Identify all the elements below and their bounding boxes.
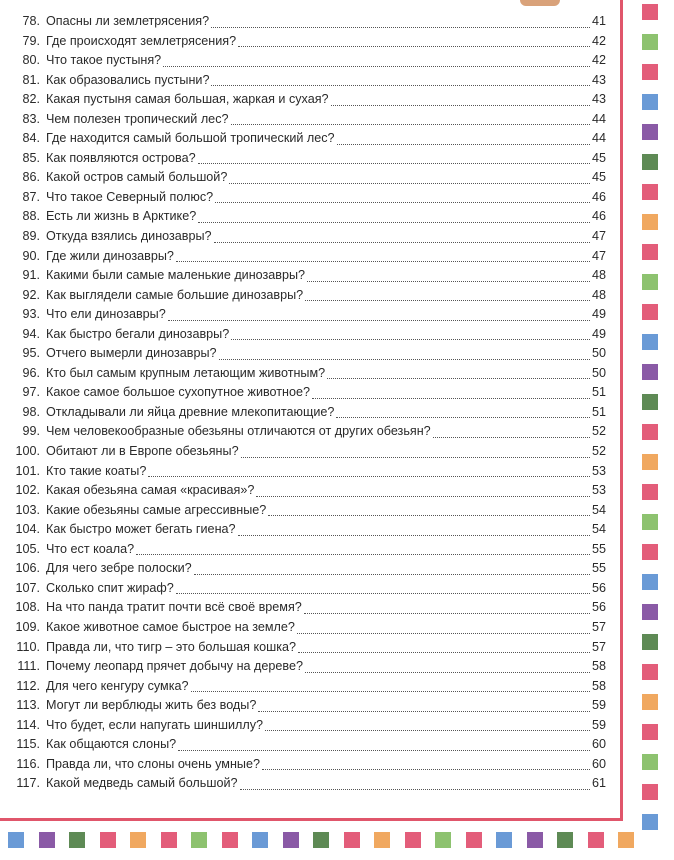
toc-page-number: 49 xyxy=(591,307,606,322)
decor-square xyxy=(642,184,658,200)
toc-number: 103. xyxy=(15,502,40,517)
decor-square xyxy=(642,394,658,410)
decor-square xyxy=(642,514,658,530)
decor-square xyxy=(642,154,658,170)
toc-title: Кто такие коаты? xyxy=(46,463,147,478)
toc-title: На что панда тратит почти всё своё время? xyxy=(46,600,302,615)
decor-square xyxy=(642,754,658,770)
toc-title: Какими были самые маленькие динозавры? xyxy=(46,268,306,283)
decor-square xyxy=(283,832,299,848)
toc-title: Чем человекообразные обезьяны отличаются от других обезьян? xyxy=(46,424,431,439)
toc-title: Правда ли, что слоны очень умные? xyxy=(46,756,260,771)
toc-number: 94. xyxy=(22,326,40,341)
toc-page-number: 42 xyxy=(591,53,606,68)
toc-row xyxy=(10,266,606,286)
toc-number: 106. xyxy=(15,561,40,576)
toc-number: 111. xyxy=(17,659,40,674)
toc-title: Какой медведь самый большой? xyxy=(46,776,238,791)
toc-page-number: 41 xyxy=(591,14,606,28)
decor-square xyxy=(435,832,451,848)
decor-square xyxy=(100,832,116,848)
toc-row xyxy=(10,383,606,403)
toc-title: Откладывали ли яйца древние млекопитающие? xyxy=(46,404,335,419)
toc-number: 100. xyxy=(15,444,40,459)
toc-title: Как выглядели самые большие динозавры? xyxy=(46,287,304,302)
toc-row xyxy=(10,520,606,540)
toc-page-number: 50 xyxy=(591,365,606,380)
toc-page-number: 46 xyxy=(591,209,606,224)
toc-page-number: 48 xyxy=(591,268,606,283)
decor-square xyxy=(39,832,55,848)
toc-leader-dots xyxy=(241,457,590,458)
toc-row xyxy=(10,227,606,247)
toc-row xyxy=(10,755,606,775)
decor-square xyxy=(527,832,543,848)
toc-leader-dots xyxy=(214,242,590,243)
toc-page-number: 52 xyxy=(591,444,606,459)
toc-title: Отчего вымерли динозавры? xyxy=(46,346,217,361)
toc-page-number: 43 xyxy=(591,72,606,87)
toc-page-number: 43 xyxy=(591,92,606,107)
toc-leader-dots xyxy=(268,515,590,516)
toc-title: Откуда взялись динозавры? xyxy=(46,229,212,244)
toc-page-number: 59 xyxy=(591,698,606,713)
toc-leader-dots xyxy=(176,261,590,262)
toc-leader-dots xyxy=(336,417,590,418)
toc-row xyxy=(10,501,606,521)
toc-title: Как образовались пустыни? xyxy=(46,72,210,87)
decor-square xyxy=(642,4,658,20)
decor-square xyxy=(642,724,658,740)
toc-title: Как общаются слоны? xyxy=(46,737,177,752)
toc-number: 109. xyxy=(15,619,40,634)
toc-title: Какие обезьяны самые агрессивные? xyxy=(46,502,267,517)
toc-page-number: 53 xyxy=(591,483,606,498)
toc-page-number: 44 xyxy=(591,111,606,126)
decor-square xyxy=(642,304,658,320)
toc-page-number: 47 xyxy=(591,248,606,263)
toc-leader-dots xyxy=(337,144,590,145)
toc-leader-dots xyxy=(219,359,590,360)
toc-number: 89. xyxy=(22,229,40,244)
decor-square xyxy=(496,832,512,848)
toc-page-number: 53 xyxy=(591,463,606,478)
toc-row xyxy=(10,462,606,482)
toc-number: 108. xyxy=(15,600,40,615)
toc-number: 91. xyxy=(22,268,40,283)
toc-leader-dots xyxy=(298,652,590,653)
toc-leader-dots xyxy=(231,124,590,125)
toc-leader-dots xyxy=(265,730,590,731)
toc-title: Какое животное самое быстрое на земле? xyxy=(46,619,295,634)
toc-number: 113. xyxy=(16,698,40,713)
toc-row xyxy=(10,540,606,560)
toc-leader-dots xyxy=(229,183,590,184)
toc-number: 112. xyxy=(16,678,40,693)
toc-leader-dots xyxy=(305,672,590,673)
decor-square xyxy=(466,832,482,848)
decor-square xyxy=(642,214,658,230)
toc-number: 79. xyxy=(22,33,40,48)
toc-page-number: 51 xyxy=(591,404,606,419)
decorative-squares-row xyxy=(0,832,674,852)
toc-number: 115. xyxy=(16,737,40,752)
decor-square xyxy=(642,124,658,140)
decor-square xyxy=(588,832,604,848)
toc-title: Сколько спит жираф? xyxy=(46,580,174,595)
toc-title: Обитают ли в Европе обезьяны? xyxy=(46,444,239,459)
toc-page-number: 61 xyxy=(591,776,606,791)
toc-leader-dots xyxy=(148,476,590,477)
decor-square xyxy=(69,832,85,848)
toc-number: 98. xyxy=(22,404,40,419)
toc-page-number: 52 xyxy=(591,424,606,439)
toc-number: 88. xyxy=(22,209,40,224)
toc-leader-dots xyxy=(198,222,590,223)
toc-leader-dots xyxy=(256,496,590,497)
toc-row xyxy=(10,188,606,208)
toc-leader-dots xyxy=(331,105,590,106)
toc-page-number: 44 xyxy=(591,131,606,146)
toc-title: Какая обезьяна самая «красивая»? xyxy=(46,483,255,498)
decor-square xyxy=(642,244,658,260)
decor-square xyxy=(130,832,146,848)
toc-leader-dots xyxy=(312,398,590,399)
toc-title: Что будет, если напугать шиншиллу? xyxy=(46,717,264,732)
toc-row xyxy=(10,696,606,716)
toc-row xyxy=(10,364,606,384)
toc-title: Что такое пустыня? xyxy=(46,53,162,68)
decor-square xyxy=(642,784,658,800)
toc-page-number: 57 xyxy=(591,639,606,654)
decor-square xyxy=(313,832,329,848)
toc-number: 99. xyxy=(22,424,40,439)
toc-leader-dots xyxy=(327,378,590,379)
toc-number: 90. xyxy=(22,248,40,263)
toc-number: 107. xyxy=(15,580,40,595)
toc-leader-dots xyxy=(211,85,590,86)
decor-square xyxy=(642,664,658,680)
toc-title: Кто был самым крупным летающим животным? xyxy=(46,365,326,380)
toc-row xyxy=(10,71,606,91)
toc-number: 86. xyxy=(22,170,40,185)
toc-number: 96. xyxy=(22,365,40,380)
decor-square xyxy=(374,832,390,848)
decor-square xyxy=(642,424,658,440)
toc-leader-dots xyxy=(231,339,590,340)
table-of-contents xyxy=(10,12,606,794)
toc-row xyxy=(10,51,606,71)
decor-square xyxy=(642,94,658,110)
toc-number: 83. xyxy=(22,111,40,126)
decor-square xyxy=(405,832,421,848)
toc-number: 105. xyxy=(15,541,40,556)
toc-leader-dots xyxy=(433,437,590,438)
toc-row xyxy=(10,110,606,130)
toc-number: 93. xyxy=(22,307,40,322)
toc-row xyxy=(10,286,606,306)
toc-leader-dots xyxy=(262,769,590,770)
toc-page-number: 46 xyxy=(591,189,606,204)
toc-page-number: 55 xyxy=(591,561,606,576)
toc-leader-dots xyxy=(297,633,590,634)
toc-page-number: 48 xyxy=(591,287,606,302)
toc-number: 110. xyxy=(16,639,40,654)
toc-leader-dots xyxy=(240,789,590,790)
toc-page-number: 57 xyxy=(591,619,606,634)
top-decoration xyxy=(520,0,560,6)
decor-square xyxy=(642,64,658,80)
toc-number: 97. xyxy=(22,385,40,400)
toc-title: Что ест коала? xyxy=(46,541,135,556)
toc-page-number: 45 xyxy=(591,170,606,185)
toc-leader-dots xyxy=(168,320,590,321)
toc-number: 102. xyxy=(15,483,40,498)
toc-row xyxy=(10,325,606,345)
toc-leader-dots xyxy=(178,750,590,751)
toc-row xyxy=(10,481,606,501)
toc-title: Как появляются острова? xyxy=(46,150,196,165)
decor-square xyxy=(642,544,658,560)
toc-row xyxy=(10,559,606,579)
toc-row xyxy=(10,579,606,599)
toc-title: Для чего зебре полоски? xyxy=(46,561,192,576)
toc-title: Есть ли жизнь в Арктике? xyxy=(46,209,197,224)
toc-page-number: 60 xyxy=(591,737,606,752)
decor-square xyxy=(557,832,573,848)
toc-number: 84. xyxy=(22,131,40,146)
toc-number: 80. xyxy=(22,53,40,68)
toc-page-number: 54 xyxy=(591,522,606,537)
toc-title: Опасны ли землетрясения? xyxy=(46,14,210,28)
toc-page-number: 49 xyxy=(591,326,606,341)
toc-title: Правда ли, что тигр – это большая кошка? xyxy=(46,639,297,654)
decor-square xyxy=(642,574,658,590)
toc-number: 114. xyxy=(16,717,40,732)
toc-title: Где находится самый большой тропический лес? xyxy=(46,131,335,146)
toc-leader-dots xyxy=(163,66,590,67)
toc-row xyxy=(10,305,606,325)
toc-leader-dots xyxy=(191,691,590,692)
decor-square xyxy=(642,334,658,350)
toc-row xyxy=(10,12,606,32)
toc-title: Что ели динозавры? xyxy=(46,307,166,322)
decor-square xyxy=(161,832,177,848)
decor-square xyxy=(344,832,360,848)
toc-title: Что такое Северный полюс? xyxy=(46,189,214,204)
toc-title: Чем полезен тропический лес? xyxy=(46,111,229,126)
toc-row xyxy=(10,618,606,638)
decor-square xyxy=(642,274,658,290)
decor-square xyxy=(642,604,658,620)
toc-leader-dots xyxy=(307,281,590,282)
toc-number: 85. xyxy=(22,150,40,165)
toc-row xyxy=(10,735,606,755)
toc-row xyxy=(10,598,606,618)
toc-leader-dots xyxy=(136,554,590,555)
decor-square xyxy=(191,832,207,848)
toc-page-number: 58 xyxy=(591,659,606,674)
toc-number: 117. xyxy=(16,776,40,791)
toc-page-number: 55 xyxy=(591,541,606,556)
toc-leader-dots xyxy=(304,613,590,614)
decor-square xyxy=(642,34,658,50)
toc-page-number: 56 xyxy=(591,600,606,615)
toc-row xyxy=(10,677,606,697)
decor-square xyxy=(252,832,268,848)
toc-row xyxy=(10,32,606,52)
toc-leader-dots xyxy=(238,535,590,536)
toc-row xyxy=(10,657,606,677)
toc-row xyxy=(10,149,606,169)
toc-leader-dots xyxy=(176,593,590,594)
toc-title: Могут ли верблюды жить без воды? xyxy=(46,698,257,713)
decor-square xyxy=(642,454,658,470)
toc-leader-dots xyxy=(215,202,590,203)
decor-square xyxy=(222,832,238,848)
toc-title: Где происходят землетрясения? xyxy=(46,33,237,48)
toc-page-number: 42 xyxy=(591,33,606,48)
toc-number: 92. xyxy=(22,287,40,302)
toc-row xyxy=(10,247,606,267)
toc-page-number: 60 xyxy=(591,756,606,771)
toc-title: Какая пустыня самая большая, жаркая и сухая? xyxy=(46,92,329,107)
toc-title: Какой остров самый большой? xyxy=(46,170,228,185)
toc-leader-dots xyxy=(194,574,590,575)
page-frame-right xyxy=(620,0,623,820)
toc-row xyxy=(10,716,606,736)
toc-number: 82. xyxy=(22,92,40,107)
toc-row xyxy=(10,774,606,794)
decor-square xyxy=(642,814,658,830)
toc-number: 101. xyxy=(15,463,40,478)
toc-leader-dots xyxy=(258,711,590,712)
toc-row xyxy=(10,344,606,364)
toc-number: 78. xyxy=(22,14,40,28)
toc-row xyxy=(10,442,606,462)
toc-row xyxy=(10,638,606,658)
toc-page-number: 58 xyxy=(591,678,606,693)
toc-number: 104. xyxy=(15,522,40,537)
toc-number: 81. xyxy=(22,72,40,87)
toc-page-number: 50 xyxy=(591,346,606,361)
decor-square xyxy=(8,832,24,848)
toc-number: 87. xyxy=(22,189,40,204)
toc-row xyxy=(10,403,606,423)
toc-page-number: 59 xyxy=(591,717,606,732)
toc-leader-dots xyxy=(238,46,590,47)
toc-row xyxy=(10,129,606,149)
toc-page-number: 56 xyxy=(591,580,606,595)
decor-square xyxy=(642,364,658,380)
decor-square xyxy=(618,832,634,848)
toc-title: Почему леопард прячет добычу на дереве? xyxy=(46,659,303,674)
toc-title: Для чего кенгуру сумка? xyxy=(46,678,189,693)
toc-row xyxy=(10,207,606,227)
toc-row xyxy=(10,168,606,188)
toc-row xyxy=(10,422,606,442)
decor-square xyxy=(642,634,658,650)
decorative-squares-column xyxy=(642,0,662,860)
toc-page-number: 54 xyxy=(591,502,606,517)
page-frame-bottom xyxy=(0,818,623,821)
decor-square xyxy=(642,694,658,710)
toc-row xyxy=(10,90,606,110)
toc-page-number: 45 xyxy=(591,150,606,165)
toc-page-number: 51 xyxy=(591,385,606,400)
toc-title: Где жили динозавры? xyxy=(46,248,174,263)
toc-leader-dots xyxy=(305,300,590,301)
toc-number: 95. xyxy=(22,346,40,361)
toc-leader-dots xyxy=(211,27,590,28)
toc-title: Как быстро бегали динозавры? xyxy=(46,326,230,341)
toc-number: 116. xyxy=(16,756,40,771)
decor-square xyxy=(642,484,658,500)
toc-page-number: 47 xyxy=(591,229,606,244)
toc-title: Какое самое большое сухопутное животное? xyxy=(46,385,310,400)
toc-leader-dots xyxy=(198,163,590,164)
toc-title: Как быстро может бегать гиена? xyxy=(46,522,236,537)
